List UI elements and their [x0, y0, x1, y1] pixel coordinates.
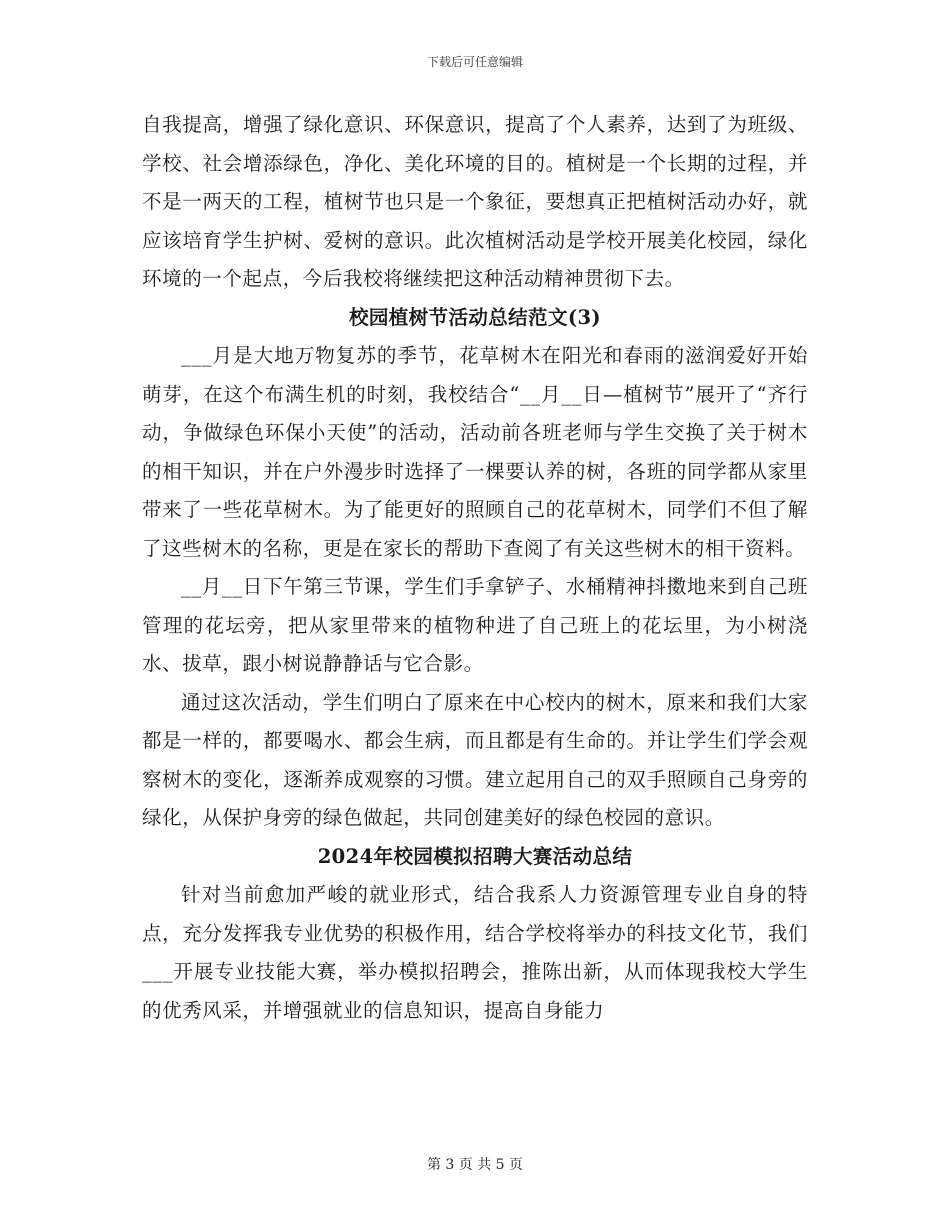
paragraph-recruitment-intro: 针对当前愈加严峻的就业形式，结合我系人力资源管理专业自身的特点，充分发挥我专业优势的积极作用，结合学校将举办的科技文化节，我们___开展专业技能大赛，举办模拟招聘会，推陈出新，从而体现我校大学生的优秀风采，并增强就业的信息知识，提高自身能力	[142, 883, 808, 1022]
document-body	[142, 106, 808, 1030]
paragraph-tree-planting-activity: __月__日下午第三节课，学生们手拿铲子、水桶精神抖擞地来到自己班管理的花坛旁，把从家里带来的植物种进了自己班上的花坛里，为小树浇水、拔草，跟小树说静静话与它合影。	[142, 575, 808, 675]
section-heading-recruitment: 2024年校园模拟招聘大赛活动总结	[317, 844, 633, 868]
paragraph-tree-planting-summary: 通过这次活动，学生们明白了原来在中心校内的树木，原来和我们大家都是一样的，都要喝水、都会生病，而且都是有生命的。并让学生们学会观察树木的变化，逐渐养成观察的习惯。建立起用自己的双手照顾自己身旁的绿化，从保护身旁的绿色做起，共同创建美好的绿色校园的意识。	[142, 690, 808, 829]
paragraph-continued: 自我提高，增强了绿化意识、环保意识，提高了个人素养，达到了为班级、学校、社会增添绿色，净化、美化环境的目的。植树是一个长期的过程，并不是一两天的工程，植树节也只是一个象征，要想真正把植树活动办好，就应该培育学生护树、爱树的意识。此次植树活动是学校开展美化校园，绿化环境的一个起点，今后我校将继续把这种活动精神贯彻下去。	[142, 113, 808, 290]
page-header-note: 下载后可任意编辑	[426, 55, 523, 69]
section-heading-tree-planting: 校园植树节活动总结范文(3)	[348, 305, 602, 329]
page-number: 第 3 页 共 5 页	[426, 1157, 524, 1173]
paragraph-tree-planting-intro: ___月是大地万物复苏的季节，花草树木在阳光和春雨的滋润爱好开始萌芽，在这个布满生机的时刻，我校结合“__月__日—植树节”展开了“齐行动，争做绿色环保小天使”的活动，活动前各班老师与学生交换了关于树木的相干知识，并在户外漫步时选择了一棵要认养的树，各班的同学都从家里带来了一些花草树木。为了能更好的照顾自己的花草树木，同学们不但了解了这些树木的名称，更是在家长的帮助下查阅了有关这些树木的相干资料。	[142, 344, 808, 560]
